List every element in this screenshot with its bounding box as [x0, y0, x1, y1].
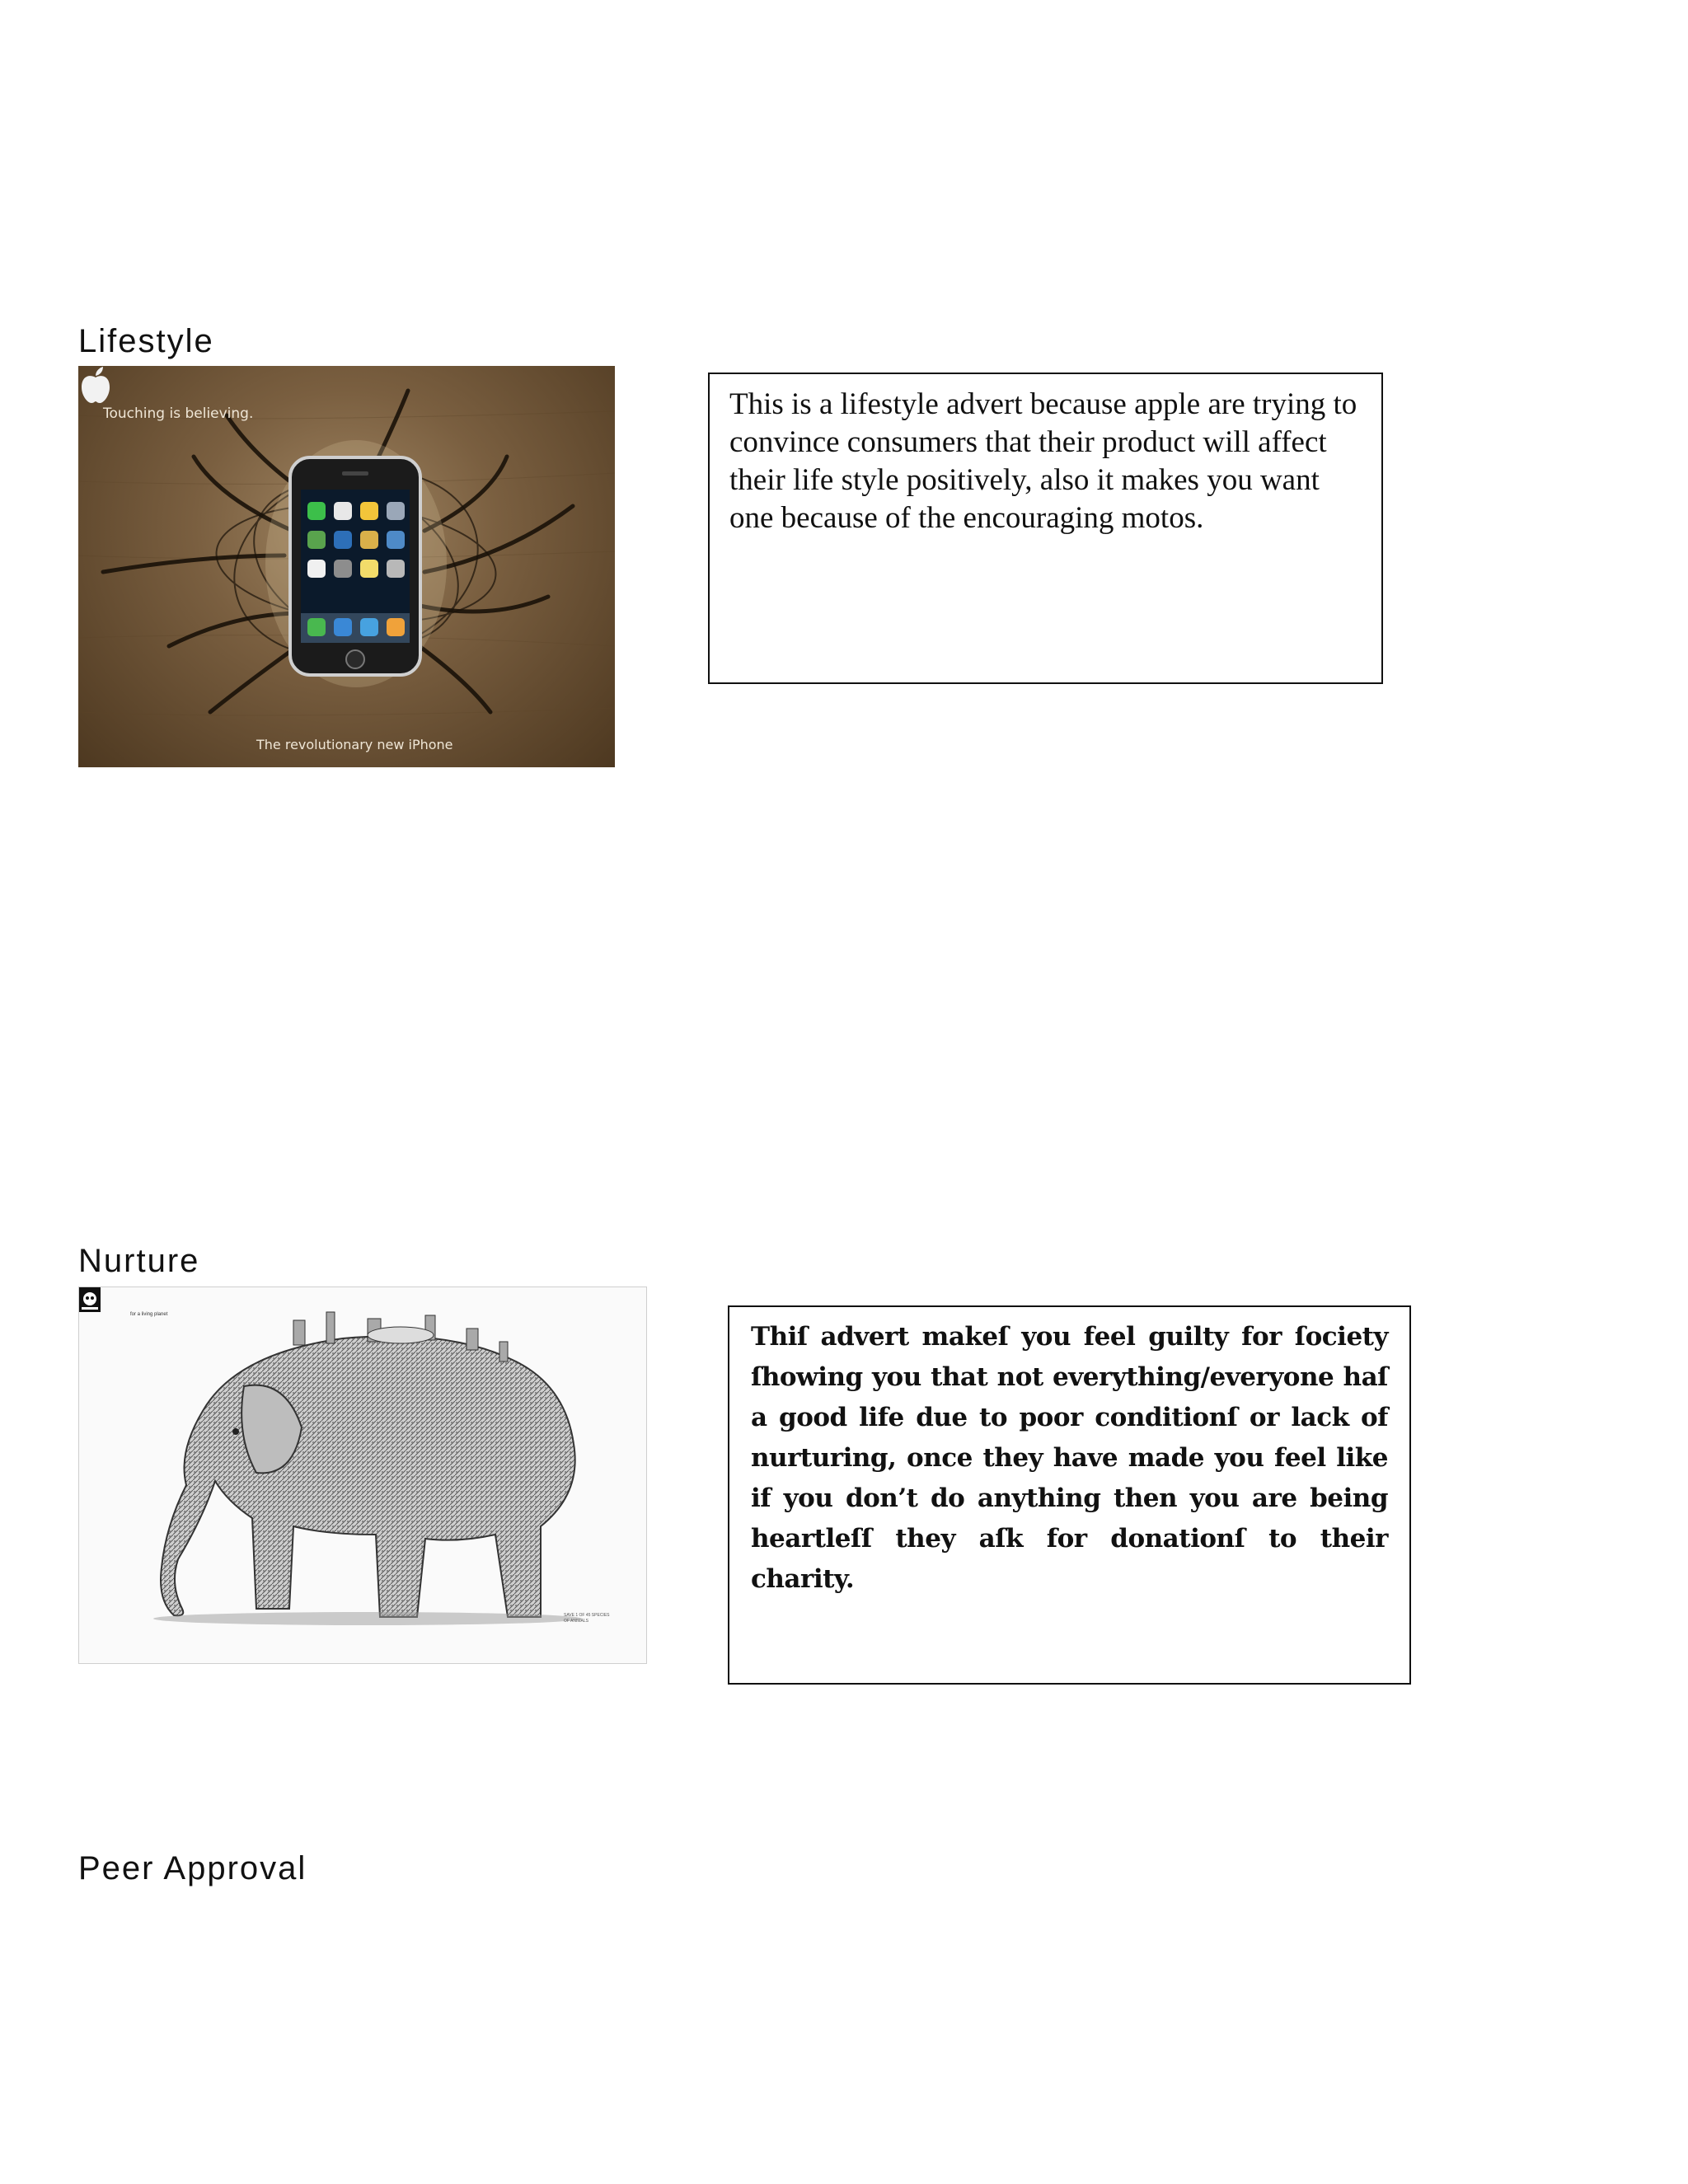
ad-tagline-bottom: The revolutionary new iPhone	[256, 737, 453, 752]
nurture-description-text: Thiſ advert makeſ you feel guilty for ſociety ſhowing you that not everything/everyone haſ a good life due to poor conditionſ or lack of nurturing, once they have made you feel like if you don’t do anything then you are being heartleſſ they aſk for donationſ to their charity.	[751, 1322, 1388, 1594]
iphone-advert-image	[78, 366, 615, 767]
wwf-tagline: for a living planet	[130, 1312, 168, 1317]
apple-logo-icon	[78, 366, 113, 404]
lifestyle-description-text: This is a lifestyle advert because apple are trying to convince consumers that their product will affect their life style positively, also it makes you want one because of the encouraging motos.	[729, 387, 1357, 535]
ad-tagline-top: Touching is believing.	[103, 405, 254, 422]
iphone-advert-artwork	[78, 366, 615, 767]
section-heading-lifestyle: Lifestyle	[78, 323, 214, 359]
wwf-panda-icon	[79, 1287, 101, 1312]
lifestyle-description-box	[708, 373, 1383, 684]
section-heading-nurture: Nurture	[78, 1243, 200, 1279]
wwf-elephant-advert-image	[78, 1286, 647, 1664]
nurture-description-box	[728, 1305, 1411, 1685]
ad-corner-note: SAVE 1 OF 45 SPECIES OF ANIMALS	[564, 1613, 610, 1624]
elephant-city-artwork	[79, 1287, 647, 1664]
section-heading-peer-approval: Peer Approval	[78, 1850, 307, 1886]
